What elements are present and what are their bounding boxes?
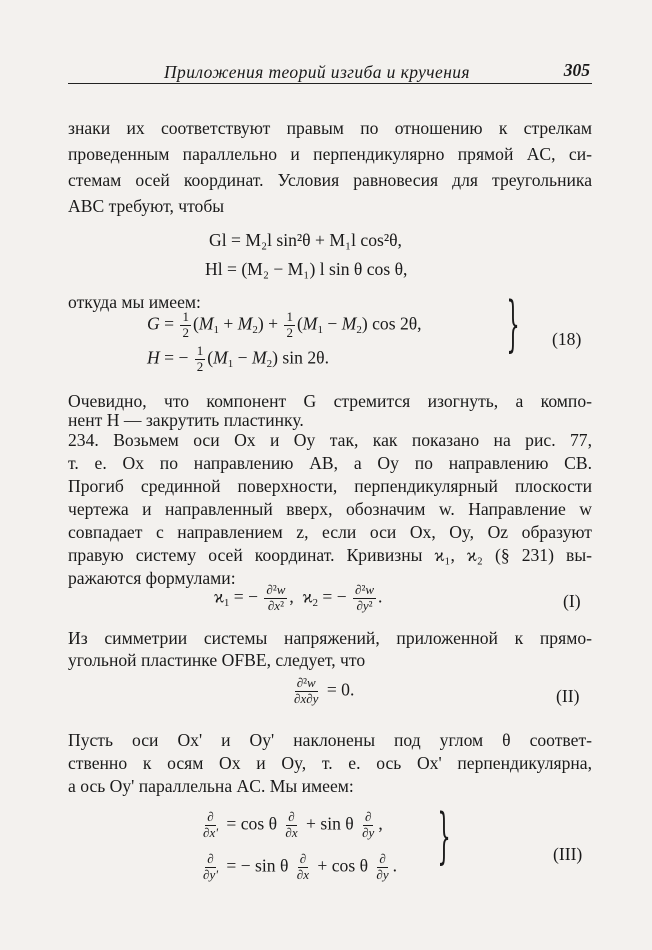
text-line: чертежа и направленный вверх, обозначим w. Направление w xyxy=(68,499,592,519)
equation-number-III: (III) xyxy=(553,844,583,864)
equation: Gl = M₂l sin²θ + M₁l cos²θ, xyxy=(209,230,402,250)
text-line: ственно к осям Ox и Oy, т. е. ось Ox' перпендикулярна, xyxy=(68,753,592,773)
equation-III-line2: $\frac{\partial}{\partial y'}$ = − sin θ $\frac{\partial}{\partial x}$ + cos θ $\frac{\partial}{\partial y}$ . xyxy=(203,851,398,882)
running-header xyxy=(68,56,592,84)
equation-II: $\frac{\text{∂²w}}{\partial x\partial y}$ = 0. xyxy=(294,675,355,706)
text-line: а ось Oy' параллельна AC. Мы имеем: xyxy=(68,776,354,796)
text-line: т. е. Ox по направлению AB, а Oy по направлению CB. xyxy=(68,453,592,473)
text-line: ABC требуют, чтобы xyxy=(68,196,225,216)
text-line: Прогиб срединной поверхности, перпендикулярный плоскости xyxy=(68,476,592,496)
text-line: Очевидно, что компонент G стремится изогнуть, а компо- xyxy=(68,391,592,411)
equation-number-I: (I) xyxy=(563,591,581,611)
text-line: угольной пластинке OFBE, следует, что xyxy=(68,650,366,670)
right-brace: } xyxy=(437,801,451,871)
header-title: Приложения теорий изгиба и кручения xyxy=(164,62,470,82)
right-brace: } xyxy=(506,289,520,359)
equation: Hl = (M₂ − M₁) l sin θ cos θ, xyxy=(205,259,408,279)
equation-I: $ϰ_1$ = − $\frac{\text{∂²w}}{\text{∂x²}}$ , $ϰ_2$ = − $\frac{\text{∂²w}}{\text{∂y²}}$ . xyxy=(214,582,383,613)
text-line: знаки их соответствуют правым по отношению к стрелкам xyxy=(68,118,592,138)
equation-18-line1: G = $\frac{1}{2}$ $(M_1 + M_2)$ + $\frac{1}{2}$ $(M_1 - M_2)$ cos 2θ, xyxy=(147,309,422,340)
text-line: ражаются формулами: xyxy=(68,568,236,588)
text-line: нент H — закрутить пластинку. xyxy=(68,410,304,430)
equation-number-18: (18) xyxy=(552,329,582,349)
header-rule xyxy=(68,83,592,84)
equation-18-line2: H = − $\frac{1}{2}$ $(M_1 - M_2)$ sin 2θ. xyxy=(147,343,329,374)
text-line: Пусть оси Ox' и Oy' наклонены под углом θ соответ- xyxy=(68,730,592,750)
text-line: откуда мы имеем: xyxy=(68,292,201,312)
equation-III-line1: $\frac{\partial}{\partial x'}$ = cos θ $\frac{\partial}{\partial x}$ + sin θ $\frac{\partial}{\partial y}$ , xyxy=(203,809,383,840)
page-number: 305 xyxy=(563,60,590,80)
text-line: 234. Возьмем оси Ox и Oy так, как показано на рис. 77, xyxy=(68,430,592,450)
text-line: правую систему осей координат. Кривизны ϰ₁, ϰ₂ (§ 231) вы- xyxy=(68,545,592,565)
equation-number-II: (II) xyxy=(556,686,580,706)
text-line: проведенным параллельно и перпендикулярно прямой AC, си- xyxy=(68,144,592,164)
text-line: Из симметрии системы напряжений, приложенной к прямо- xyxy=(68,628,592,648)
text-line: совпадает с направлением z, если оси Ox, Oy, Oz образуют xyxy=(68,522,592,542)
text-line: стемам осей координат. Условия равновесия для треугольника xyxy=(68,170,592,190)
